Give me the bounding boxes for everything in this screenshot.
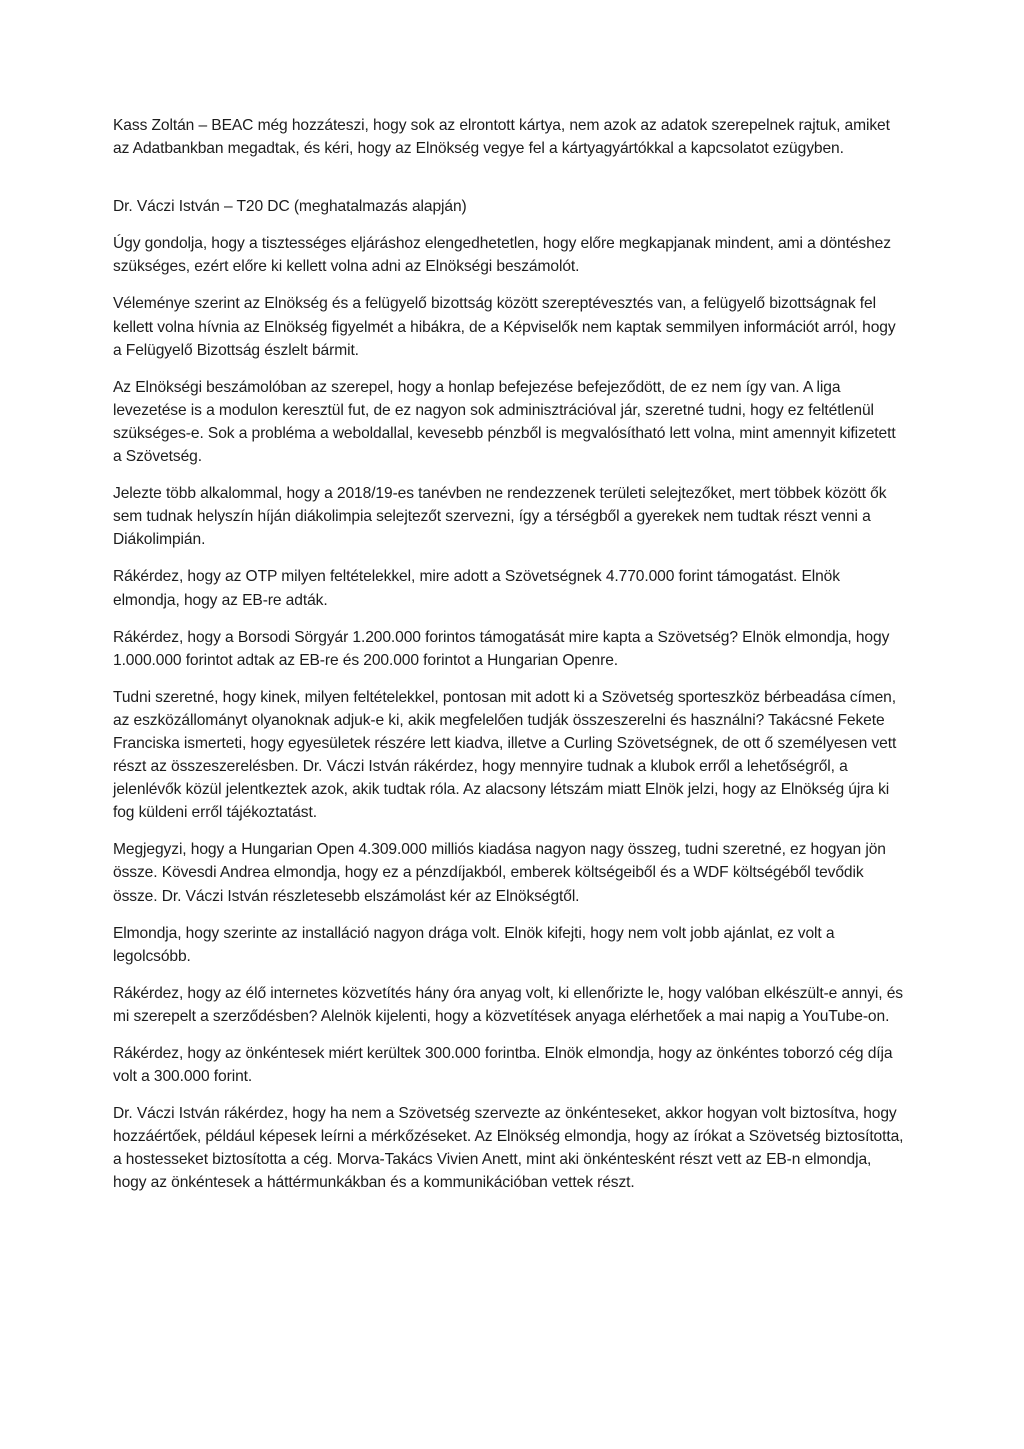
paragraph: Megjegyzi, hogy a Hungarian Open 4.309.000 milliós kiadása nagyon nagy összeg, tudni szeretné, ez hogyan jön össze. Kövesdi Andrea elmondja, hogy ez a pénzdíjakból, emberek költségeiből és a WDF költségéből tevődik össze. Dr. Váczi István részletesebb elszámolást kér az Elnökségtől. (113, 841, 886, 905)
paragraph: Jelezte több alkalommal, hogy a 2018/19-es tanévben ne rendezzenek területi selejtezőket, mert többek között ők sem tudnak helyszín híján diákolimpia selejtezőt szervezni, így a térségből a gyerekek nem tudtak részt venni a Diákolimpián. (113, 485, 887, 549)
document-body (113, 114, 904, 1195)
paragraph: Rákérdez, hogy az élő internetes közvetítés hány óra anyag volt, ki ellenőrizte le, hogy valóban elkészült-e annyi, és mi szerepelt a szerződésben? Alelnök kijelenti, hogy a közvetítések anyaga elérhetőek a mai napig a YouTube-on. (113, 984, 903, 1025)
paragraph: Dr. Váczi István rákérdez, hogy ha nem a Szövetség szervezte az önkénteseket, akkor hogyan volt biztosítva, hogy hozzáértőek, például képesek leírni a mérkőzéseket. Az Elnökség elmondja, hogy az írókat a Szövetség biztosította, a hostesseket biztosította a cég. Morva-Takács Vivien Anett, mint aki önkéntesként részt vett az EB-n elmondja, hogy az önkéntesek a háttérmunkákban és a kommunikációban vettek részt. (113, 1105, 904, 1192)
speaker-heading: Dr. Váczi István – T20 DC (meghatalmazás alapján) (113, 198, 467, 216)
paragraph: Rákérdez, hogy az OTP milyen feltételekkel, mire adott a Szövetségnek 4.770.000 forint támogatást. Elnök elmondja, hogy az EB-re adták. (113, 568, 840, 609)
paragraph: Úgy gondolja, hogy a tisztességes eljáráshoz elengedhetetlen, hogy előre megkapjanak mindent, ami a döntéshez szükséges, ezért előre ki kellett volna adni az Elnökségi beszámolót. (113, 235, 891, 276)
paragraph: Az Elnökségi beszámolóban az szerepel, hogy a honlap befejezése befejeződött, de ez nem így van. A liga levezetése is a modulon keresztül fut, de ez nagyon sok adminisztrációval jár, szeretné tudni, hogy ez feltétlenül szükséges-e. Sok a probléma a weboldallal, kevesebb pénzből is megvalósítható lett volna, mint amennyit kifizetett a Szövetség. (113, 378, 896, 466)
paragraph: Véleménye szerint az Elnökség és a felügyelő bizottság között szereptévesztés van, a felügyelő bizottságnak fel kellett volna hívnia az Elnökség figyelmét a hibákra, de a Képviselők nem kaptak semmilyen információt arról, hogy a Felügyelő Bizottság észlelt bármit. (113, 295, 896, 359)
paragraph: Rákérdez, hogy az önkéntesek miért kerültek 300.000 forintba. Elnök elmondja, hogy az önkéntes toborzó cég díja volt a 300.000 forint. (113, 1045, 893, 1086)
paragraph-kass-zoltan: Kass Zoltán – BEAC még hozzáteszi, hogy sok az elrontott kártya, nem azok az adatok szerepelnek rajtuk, amiket az Adatbankban megadtak, és kéri, hogy az Elnökség vegye fel a kártyagyártókkal a kapcsolatot ezügyben. (113, 117, 890, 158)
paragraph: Rákérdez, hogy a Borsodi Sörgyár 1.200.000 forintos támogatását mire kapta a Szövetség? Elnök elmondja, hogy 1.000.000 forintot adtak az EB-re és 200.000 forintot a Hungarian Openre. (113, 628, 890, 669)
paragraph: Tudni szeretné, hogy kinek, milyen feltételekkel, pontosan mit adott ki a Szövetség sporteszköz bérbeadása címen, az eszközállományt olyanoknak adjuk-e ki, akik megfelelően tudják összeszerelni és használni? Takácsné Fekete Franciska ismerteti, hogy egyesületek részére lett kiadva, illetve a Curling Szövetségnek, de ott ő személyesen vett részt az összeszerelésben. Dr. Váczi István rákérdez, hogy mennyire tudnak a klubok erről a lehetőségről, a jelenlévők közül jelentkeztek azok, akik tudtak róla. Az alacsony létszám miatt Elnök jelzi, hogy az Elnökség újra ki fog küldeni erről tájékoztatást. (113, 688, 897, 822)
paragraph: Elmondja, hogy szerinte az installáció nagyon drága volt. Elnök kifejti, hogy nem volt jobb ajánlat, ez volt a legolcsóbb. (113, 924, 835, 965)
